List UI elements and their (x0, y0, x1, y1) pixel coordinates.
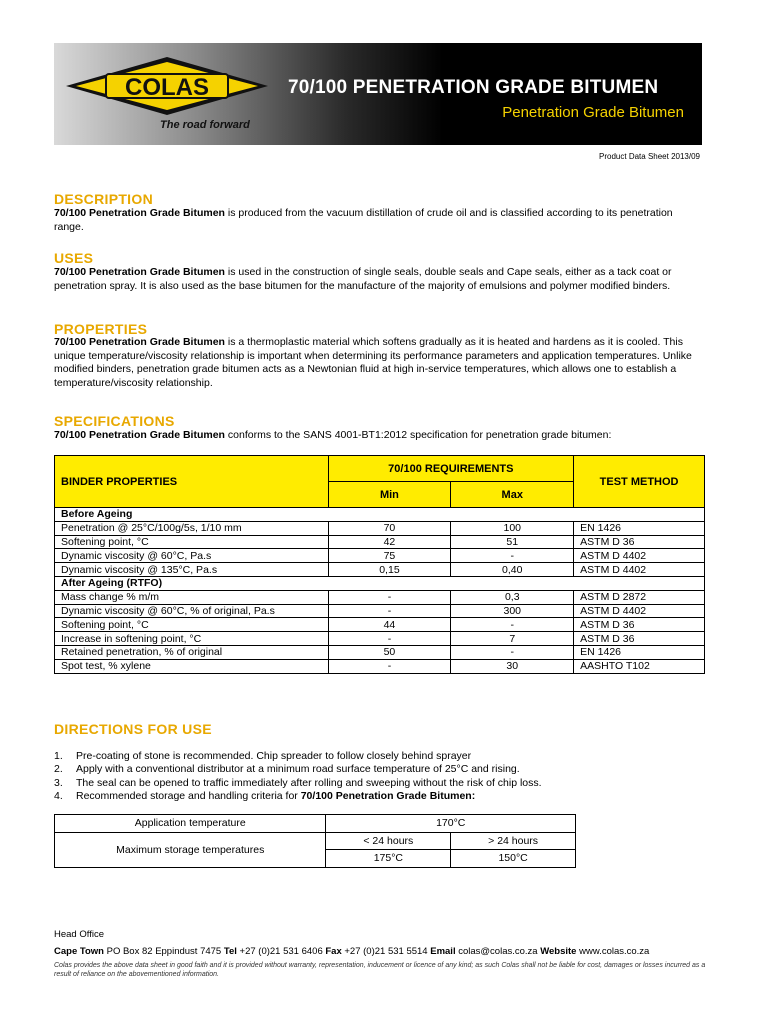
application-temperature-label: Application temperature (55, 815, 326, 833)
table-row (55, 549, 705, 563)
table-cell: Increase in softening point, °C (55, 632, 329, 646)
table-cell: - (328, 632, 451, 646)
lt24-value: 175°C (326, 850, 451, 868)
product-name: 70/100 Penetration Grade Bitumen (54, 336, 225, 348)
table-cell: Dynamic viscosity @ 60°C, % of original, Pa.s (55, 604, 329, 618)
gt24-value: 150°C (451, 850, 576, 868)
table-row (55, 604, 705, 618)
website-link[interactable]: www.colas.co.za (576, 946, 650, 957)
table-cell: 75 (328, 549, 451, 563)
table-cell: 50 (328, 645, 451, 659)
col-test-method: TEST METHOD (574, 456, 705, 508)
table-cell: Softening point, °C (55, 535, 329, 549)
directions-list (54, 750, 542, 803)
storage-table (54, 814, 576, 868)
tagline: The road forward (160, 119, 250, 131)
table-cell: 300 (451, 604, 574, 618)
table-cell: - (451, 645, 574, 659)
table-cell: 100 (451, 521, 574, 535)
table-cell: 0,40 (451, 563, 574, 577)
table-cell: Retained penetration, % of original (55, 645, 329, 659)
table-cell: 0,3 (451, 590, 574, 604)
table-row (55, 618, 705, 632)
table-cell: 7 (451, 632, 574, 646)
table-cell: 51 (451, 535, 574, 549)
table-cell: ASTM D 36 (574, 632, 705, 646)
page-subtitle: Penetration Grade Bitumen (502, 104, 684, 121)
footer-head-office: Head Office (54, 929, 104, 940)
header-banner (54, 43, 702, 145)
lt24-label: < 24 hours (326, 832, 451, 850)
table-cell: 30 (451, 659, 574, 673)
table-cell: EN 1426 (574, 521, 705, 535)
gt24-label: > 24 hours (451, 832, 576, 850)
properties-text: 70/100 Penetration Grade Bitumen is a thermoplastic material which softens gradually as it is heated and hardens as it is cooled. This unique temperature/viscosity relationship is important when determining its performance parameters and application temperatures. Unlike modified binders, penetration grade bitumen acts as a Newtonian fluid at high in-service temperatures, which allows one to establish a temperature/viscosity relationship. (54, 336, 692, 389)
email-link[interactable]: colas@colas.co.za (455, 946, 541, 957)
table-cell: Dynamic viscosity @ 60°C, Pa.s (55, 549, 329, 563)
logo-text: COLAS (125, 74, 209, 101)
specifications-heading: SPECIFICATIONS (54, 413, 175, 429)
table-cell: - (451, 618, 574, 632)
col-max: Max (451, 482, 574, 508)
table-cell: Spot test, % xylene (55, 659, 329, 673)
table-cell: AASHTO T102 (574, 659, 705, 673)
colas-logo (62, 55, 272, 117)
table-cell: - (328, 590, 451, 604)
section-before-ageing: Before Ageing (55, 508, 705, 522)
disclaimer: Colas provides the above data sheet in good faith and it is provided without warranty, representation, inducement or licence of any kind; as such Colas shall not be liable for cost, damages or losses incurred as a result of reliance on the abovementioned information. (54, 962, 706, 978)
list-item: 2. Apply with a conventional distributor at a minimum road surface temperature of 25°C and rising. (54, 763, 520, 776)
list-item: 4. Recommended storage and handling criteria for 70/100 Penetration Grade Bitumen: (54, 789, 476, 802)
list-item: 1. Pre-coating of stone is recommended. Chip spreader to follow closely behind sprayer (54, 750, 472, 762)
list-item: 3. The seal can be opened to traffic immediately after rolling and sweeping without the risk of chip loss. (54, 776, 542, 789)
col-min: Min (328, 482, 451, 508)
uses-heading: USES (54, 250, 94, 266)
description-heading: DESCRIPTION (54, 191, 153, 207)
table-row (55, 659, 705, 673)
table-row (55, 521, 705, 535)
table-cell: 70 (328, 521, 451, 535)
table-cell: Softening point, °C (55, 618, 329, 632)
uses-text: 70/100 Penetration Grade Bitumen is used in the construction of single seals, double seals and Cape seals, either as a tack coat or penetration spray. It is also used as the base bitumen for the manufacture of the majority of emulsions and polymer modified binders. (54, 266, 672, 292)
max-storage-label: Maximum storage temperatures (55, 832, 326, 867)
table-cell: ASTM D 2872 (574, 590, 705, 604)
table-cell: ASTM D 36 (574, 618, 705, 632)
table-cell: - (451, 549, 574, 563)
table-row (55, 645, 705, 659)
properties-heading: PROPERTIES (54, 321, 148, 337)
table-row (55, 632, 705, 646)
table-cell: - (328, 604, 451, 618)
table-row (55, 563, 705, 577)
section-after-ageing: After Ageing (RTFO) (55, 576, 705, 590)
table-cell: Dynamic viscosity @ 135°C, Pa.s (55, 563, 329, 577)
specifications-table (54, 455, 705, 674)
description-text: 70/100 Penetration Grade Bitumen is produced from the vacuum distillation of crude oil and is classified according to its penetration range. (54, 207, 673, 233)
footer-contact: Cape Town PO Box 82 Eppindust 7475 Tel +27 (0)21 531 6406 Fax +27 (0)21 531 5514 Email colas@colas.co.za Website www.colas.co.za (54, 946, 650, 957)
table-row (55, 590, 705, 604)
table-row (55, 535, 705, 549)
table-cell: ASTM D 4402 (574, 549, 705, 563)
sheet-reference: Product Data Sheet 2013/09 (599, 152, 700, 161)
product-name: 70/100 Penetration Grade Bitumen (54, 207, 225, 219)
table-cell: Penetration @ 25°C/100g/5s, 1/10 mm (55, 521, 329, 535)
table-cell: 42 (328, 535, 451, 549)
table-cell: Mass change % m/m (55, 590, 329, 604)
table-cell: EN 1426 (574, 645, 705, 659)
application-temperature-value: 170°C (326, 815, 576, 833)
table-cell: ASTM D 36 (574, 535, 705, 549)
page-title: 70/100 PENETRATION GRADE BITUMEN (288, 77, 659, 98)
table-cell: 0,15 (328, 563, 451, 577)
col-binder-properties: BINDER PROPERTIES (55, 456, 329, 508)
table-cell: ASTM D 4402 (574, 604, 705, 618)
table-cell: - (328, 659, 451, 673)
table-cell: 44 (328, 618, 451, 632)
specifications-text: 70/100 Penetration Grade Bitumen conforms to the SANS 4001-BT1:2012 specification for penetration grade bitumen: (54, 429, 612, 441)
col-requirements: 70/100 REQUIREMENTS (328, 456, 574, 482)
directions-heading: DIRECTIONS FOR USE (54, 721, 212, 737)
product-name: 70/100 Penetration Grade Bitumen (54, 429, 225, 441)
product-name: 70/100 Penetration Grade Bitumen (54, 266, 225, 278)
table-cell: ASTM D 4402 (574, 563, 705, 577)
